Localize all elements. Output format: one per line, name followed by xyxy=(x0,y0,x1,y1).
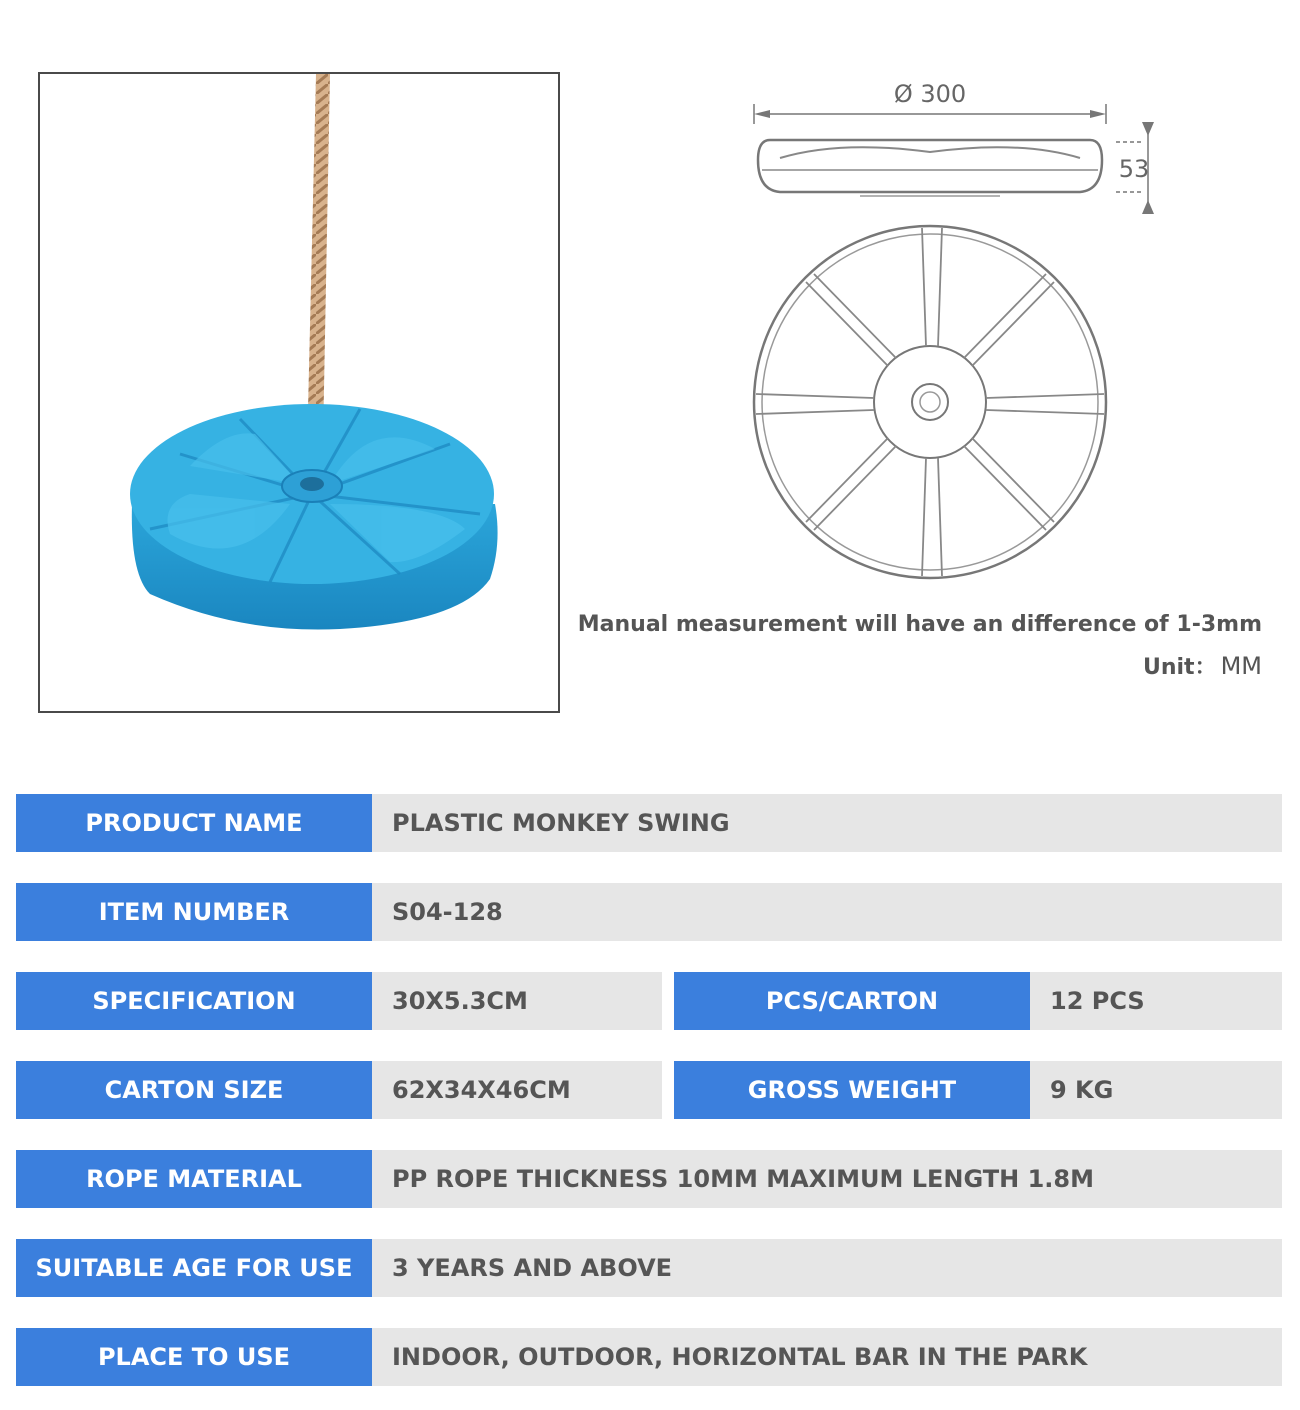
gross-weight-label: GROSS WEIGHT xyxy=(674,1061,1030,1119)
gross-weight-value: 9 KG xyxy=(1030,1061,1282,1119)
spec-row-carton-size xyxy=(16,1061,1282,1119)
place-to-use-value: INDOOR, OUTDOOR, HORIZONTAL BAR IN THE PARK xyxy=(372,1328,1282,1386)
product-photo-swing xyxy=(40,74,558,711)
product-name-label: PRODUCT NAME xyxy=(16,794,372,852)
rope-material-label: ROPE MATERIAL xyxy=(16,1150,372,1208)
spec-row-rope-material xyxy=(16,1150,1282,1208)
height-label: 53 xyxy=(1118,155,1150,183)
rope-material-value: PP ROPE THICKNESS 10MM MAXIMUM LENGTH 1.8M xyxy=(372,1150,1282,1208)
specification-value: 30X5.3CM xyxy=(372,972,662,1030)
specification-label: SPECIFICATION xyxy=(16,972,372,1030)
item-number-label: ITEM NUMBER xyxy=(16,883,372,941)
place-to-use-label: PLACE TO USE xyxy=(16,1328,372,1386)
unit-value: MM xyxy=(1220,652,1262,680)
product-name-value: PLASTIC MONKEY SWING xyxy=(372,794,1282,852)
unit-label: Unit： xyxy=(1142,655,1217,680)
item-number-value: S04-128 xyxy=(372,883,1282,941)
spec-row-suitable-age xyxy=(16,1239,1282,1297)
pcs-carton-value: 12 PCS xyxy=(1030,972,1282,1030)
technical-drawing xyxy=(740,70,1160,590)
measurement-note: Manual measurement will have an difference of 1-3mm xyxy=(577,612,1262,637)
product-photo-frame xyxy=(38,72,560,713)
carton-size-label: CARTON SIZE xyxy=(16,1061,372,1119)
carton-size-value: 62X34X46CM xyxy=(372,1061,662,1119)
suitable-age-label: SUITABLE AGE FOR USE xyxy=(16,1239,372,1297)
unit-note xyxy=(1143,650,1262,681)
diameter-label: Ø 300 xyxy=(893,80,967,108)
suitable-age-value: 3 YEARS AND ABOVE xyxy=(372,1239,1282,1297)
pcs-carton-label: PCS/CARTON xyxy=(674,972,1030,1030)
spec-row-product-name xyxy=(16,794,1282,852)
spec-row-item-number xyxy=(16,883,1282,941)
spec-row-place-to-use xyxy=(16,1328,1282,1386)
spec-row-specification xyxy=(16,972,1282,1030)
